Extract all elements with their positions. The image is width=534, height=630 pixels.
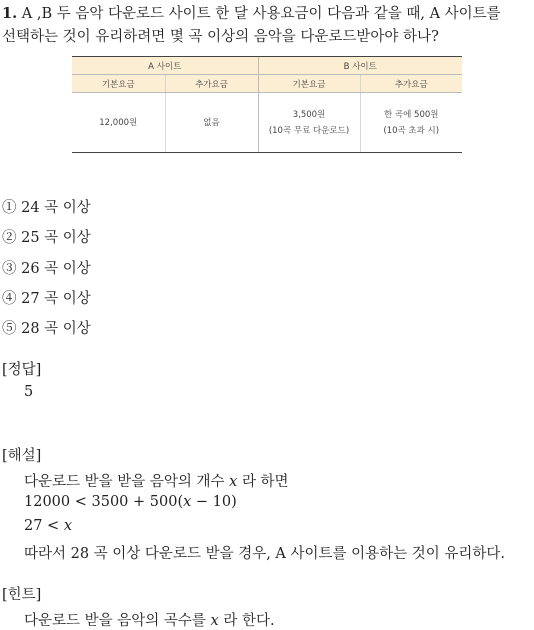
solution-line-1: 다운로드 받을 받을 음악의 개수 x 라 하면 (24, 474, 289, 490)
solution-inequality-2: 27 < x (24, 518, 73, 534)
hint-heading: [힌트] (2, 587, 42, 603)
question-text (2, 2, 501, 49)
solution-conclusion: 따라서 28 곡 이상 다운로드 받을 경우, A 사이트를 이용하는 것이 유리하다. (24, 546, 506, 562)
a-extra-header: 추가요금 (165, 75, 258, 93)
option-2[interactable]: ② 25 곡 이상 (2, 230, 91, 246)
b-extra-amount: 한 곡에 500원 (384, 109, 439, 120)
answer-value: 5 (24, 384, 34, 400)
solution-inequality-1: 12000 < 3500 + 500(x − 10) (24, 494, 237, 510)
question-line-2: 선택하는 것이 유리하려면 몇 곡 이상의 음악을 다운로드받아야 하나? (2, 29, 439, 45)
b-extra-cell (360, 93, 462, 153)
fee-table (72, 56, 462, 153)
a-extra-cell: 없음 (165, 93, 258, 153)
question-line-1: A ,B 두 음악 다운로드 사이트 한 달 사용요금이 다음과 같을 때, A 사이트를 (21, 6, 501, 22)
b-extra-header: 추가요금 (360, 75, 462, 93)
option-1[interactable]: ① 24 곡 이상 (2, 200, 91, 216)
b-extra-note: (10곡 초과 시) (383, 125, 440, 136)
answer-heading: [정답] (2, 362, 42, 378)
site-a-header: A 사이트 (72, 57, 258, 75)
site-b-header: B 사이트 (258, 57, 462, 75)
a-base-cell: 12,000원 (72, 93, 165, 153)
b-base-header: 기본요금 (258, 75, 360, 93)
question-number: 1. (2, 5, 18, 22)
solution-heading: [해설] (2, 448, 42, 464)
hint-line: 다운로드 받을 음악의 곡수를 x 라 한다. (24, 613, 275, 629)
b-base-amount: 3,500원 (292, 109, 326, 120)
option-5[interactable]: ⑤ 28 곡 이상 (2, 321, 91, 337)
b-base-cell (258, 93, 360, 153)
b-base-note: (10곡 무료 다운로드) (268, 125, 350, 136)
option-4[interactable]: ④ 27 곡 이상 (2, 291, 91, 307)
a-base-header: 기본요금 (72, 75, 165, 93)
option-3[interactable]: ③ 26 곡 이상 (2, 261, 91, 277)
